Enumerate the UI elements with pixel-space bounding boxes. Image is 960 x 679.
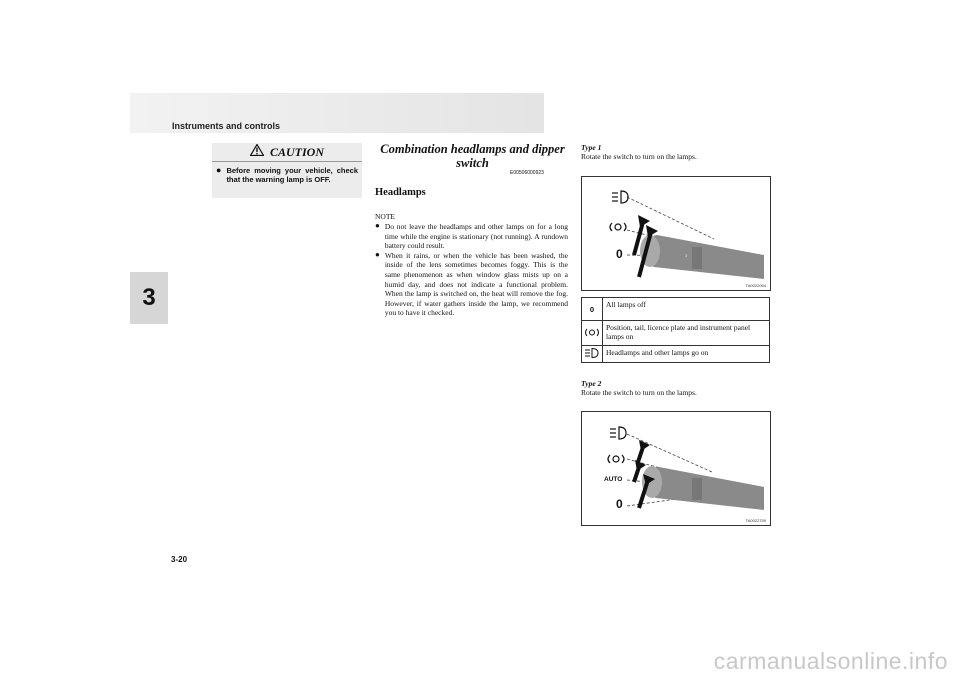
note-item [375, 222, 568, 251]
switch-illustration [582, 412, 770, 525]
headlamp-icon [610, 427, 626, 439]
table-row [582, 321, 770, 346]
caution-text: Before moving your vehicle, check that the warning lamp is OFF. [226, 166, 358, 184]
chapter-tab: 3 [130, 272, 168, 324]
type2-label: Type 2 [581, 379, 602, 388]
caution-header [212, 143, 362, 162]
lamp-position-table [581, 297, 770, 363]
table-row [582, 298, 770, 321]
bullet-icon: ● [375, 221, 380, 230]
switch-illustration [582, 177, 770, 290]
subheading-headlamps: Headlamps [375, 187, 426, 198]
headlamp-icon [584, 348, 600, 358]
figure-code: TA0022094 [745, 283, 766, 288]
headlamp-icon [612, 191, 628, 203]
watermark: carmanualsonline.info [713, 648, 948, 674]
table-cell: All lamps off [603, 298, 770, 321]
caution-title: CAUTION [269, 144, 324, 159]
note-text: When it rains, or when the vehicle has been washed, the inside of the lens sometimes becomes foggy. This is the same phenomenon as when window glass mists up on a humid day, and does not indicate a functional problem. When the lamp is switched on, the heat will remove the fog. However, if water gathers inside the lamp, we recommend you to have it checked. [384, 250, 568, 318]
caution-box [212, 143, 362, 198]
section-code: E00506000923 [510, 170, 544, 176]
note-item [375, 251, 568, 318]
position-lamp-icon [584, 328, 600, 337]
type1-label: Type 1 [581, 143, 602, 152]
page-number: 3-20 [171, 555, 188, 564]
page-header-title: Instruments and controls [172, 121, 281, 131]
type2-figure [581, 411, 771, 526]
position-lamp-icon [610, 223, 626, 231]
table-cell: Position, tail, licence plate and instrument panel lamps on [603, 321, 770, 346]
note-list [375, 222, 568, 318]
table-cell: Headlamps and other lamps go on [603, 346, 770, 363]
note-label: NOTE [375, 212, 395, 221]
type2-text: Rotate the switch to turn on the lamps. [581, 388, 697, 397]
label-zero: 0 [616, 247, 623, 261]
bullet-icon: ● [216, 165, 222, 175]
section-title: Combination headlamps and dipper switch [380, 142, 565, 170]
type1-figure [581, 176, 771, 291]
bullet-icon: ● [375, 249, 380, 259]
figure-code: TA0022759 [745, 518, 766, 523]
label-auto: AUTO [604, 476, 623, 483]
caution-item [212, 162, 362, 184]
off-symbol: 0 [582, 298, 603, 321]
table-row [582, 346, 770, 363]
type1-text: Rotate the switch to turn on the lamps. [581, 152, 697, 161]
warning-triangle-icon [250, 143, 264, 161]
svg-text:ↄ: ↄ [685, 253, 688, 258]
note-text: Do not leave the headlamps and other lamps on for a long time while the engine is stationary (not running). A rundown battery could result. [384, 222, 568, 251]
position-lamp-icon [608, 455, 624, 463]
label-zero: 0 [616, 497, 623, 511]
